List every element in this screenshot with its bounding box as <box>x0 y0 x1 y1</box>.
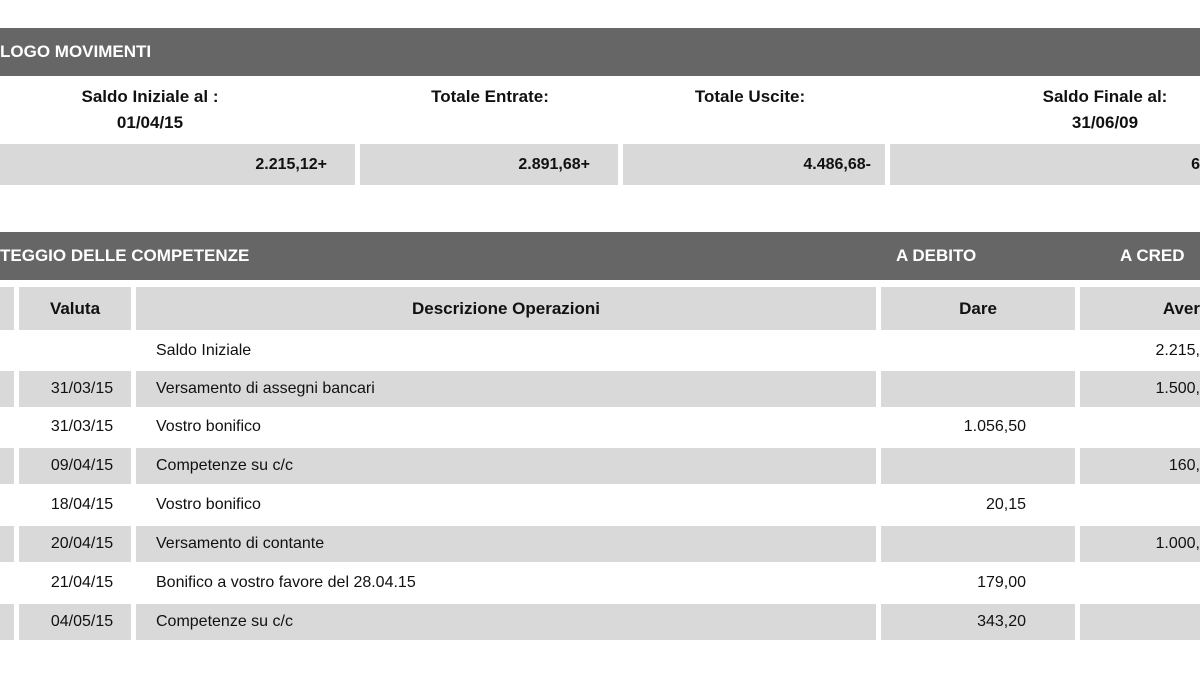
row-valuta: 31/03/15 <box>50 380 114 397</box>
row-descrizione: Vostro bonifico <box>156 496 261 513</box>
saldo-iniziale-label: Saldo Iniziale al : <box>81 87 219 106</box>
column-header-dare: Dare <box>881 287 1075 330</box>
column-header-blank <box>0 287 14 330</box>
row-descrizione: Versamento di contante <box>156 535 325 552</box>
row-avere: 1.000, <box>1155 535 1200 552</box>
saldo-finale-label: Saldo Finale al: <box>1042 87 1168 106</box>
totale-uscite-value: 4.486,68- <box>623 144 885 185</box>
column-header-avere: Aver <box>1080 287 1200 330</box>
row-valuta: 21/04/15 <box>50 574 114 591</box>
saldo-finale-value: 6 <box>890 144 1200 185</box>
totale-entrate-label: Totale Entrate: <box>431 87 549 106</box>
column-header-valuta: Valuta <box>19 287 131 330</box>
row-descrizione: Competenze su c/c <box>156 613 293 630</box>
row-valuta: 09/04/15 <box>50 457 114 474</box>
row-dare: 343,20 <box>977 613 1026 630</box>
row-avere: 160, <box>1168 457 1200 474</box>
totale-uscite-label: Totale Uscite: <box>694 87 806 106</box>
row-valuta: 18/04/15 <box>50 496 114 513</box>
saldo-finale-date: 31/06/09 <box>1071 113 1139 132</box>
saldo-iniziale-date: 01/04/15 <box>116 113 184 132</box>
row-avere: 1.500, <box>1155 380 1200 397</box>
row-descrizione: Competenze su c/c <box>156 457 293 474</box>
riepilogo-header-bar <box>0 28 1200 76</box>
row-valuta: 04/05/15 <box>50 613 114 630</box>
row-dare: 179,00 <box>977 574 1026 591</box>
a-credito-label: A CRED <box>1120 246 1185 265</box>
saldo-finale-label-block <box>970 84 1200 136</box>
row-valuta: 31/03/15 <box>50 418 114 435</box>
row-valuta: 20/04/15 <box>50 535 114 552</box>
row-descrizione: Versamento di assegni bancari <box>156 380 375 397</box>
saldo-iniziale-value: 2.215,12+ <box>0 144 355 185</box>
riepilogo-title: LOGO MOVIMENTI <box>0 42 152 61</box>
column-header-descrizione: Descrizione Operazioni <box>136 287 876 330</box>
competenze-title: TEGGIO DELLE COMPETENZE <box>0 246 250 265</box>
a-debito-label: A DEBITO <box>896 246 977 265</box>
saldo-iniziale-label-block <box>20 84 280 136</box>
row-dare: 1.056,50 <box>963 418 1026 435</box>
row-descrizione: Saldo Iniziale <box>156 342 252 359</box>
row-descrizione: Vostro bonifico <box>156 418 261 435</box>
row-descrizione: Bonifico a vostro favore del 28.04.15 <box>156 574 416 591</box>
row-dare: 20,15 <box>985 496 1026 513</box>
competenze-header-bar <box>0 232 1200 280</box>
row-avere: 2.215, <box>1155 342 1200 359</box>
totale-entrate-value: 2.891,68+ <box>360 144 618 185</box>
